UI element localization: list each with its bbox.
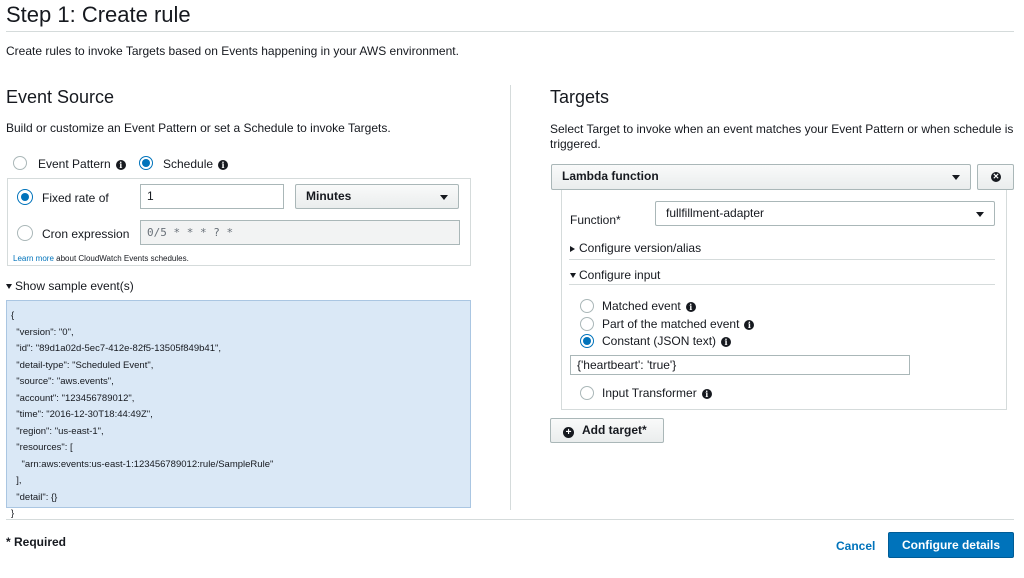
code-line: "id": "89d1a02d-5ec7-412e-82f5-13505f849b41", (11, 343, 221, 354)
event-source-description: Build or customize an Event Pattern or set a Schedule to invoke Targets. (6, 121, 391, 135)
caret-down-icon (6, 284, 12, 289)
function-select[interactable]: fullfillment-adapter (655, 201, 995, 226)
code-line: ], (11, 475, 22, 486)
info-icon[interactable]: i (116, 160, 126, 170)
cron-input[interactable]: 0/5 * * * ? * (140, 220, 460, 245)
configure-version-toggle[interactable]: Configure version/alias (570, 241, 701, 255)
input-transformer-radio[interactable] (580, 386, 594, 400)
title-divider (6, 31, 1014, 32)
learn-more-link[interactable]: Learn more (13, 254, 54, 263)
schedule-help-text: Learn more about CloudWatch Events schedules. (13, 254, 189, 263)
code-line: "detail-type": "Scheduled Event", (11, 359, 154, 371)
info-icon[interactable]: i (744, 320, 754, 330)
constant-json-radio[interactable] (580, 334, 594, 348)
event-source-title: Event Source (6, 87, 115, 107)
page-title: Step 1: Create rule (6, 2, 191, 27)
matched-event-label: Matched event i (602, 299, 696, 313)
function-label: Function* (570, 213, 621, 227)
chevron-down-icon (440, 195, 448, 200)
code-line: "resources": [ (11, 442, 73, 453)
panel-divider (569, 259, 995, 260)
code-line: "detail": {} (11, 491, 58, 503)
show-sample-toggle[interactable]: Show sample event(s) (6, 279, 134, 293)
plus-icon: + (563, 427, 574, 438)
constant-json-input[interactable]: {'heartbeart': 'true'} (570, 355, 910, 375)
cron-label: Cron expression (42, 227, 130, 241)
code-line: "version": "0", (11, 326, 74, 338)
code-line: "region": "us-east-1", (11, 425, 104, 437)
code-line: "time": "2016-12-30T18:44:49Z", (11, 409, 153, 420)
targets-description: Select Target to invoke when an event matches your Event Pattern or when schedule is triggered. (550, 122, 1014, 151)
panel-divider (569, 284, 995, 285)
chevron-down-icon (952, 175, 960, 180)
column-divider (510, 85, 511, 510)
required-note: * Required (6, 535, 67, 549)
cancel-button[interactable]: Cancel (836, 539, 876, 553)
event-pattern-radio[interactable] (13, 156, 27, 170)
code-line: "source": "aws.events", (11, 376, 114, 387)
schedule-radio[interactable] (139, 156, 153, 170)
add-target-button[interactable]: + Add target* (550, 418, 664, 443)
code-line: "arn:aws:events:us-east-1:123456789012:rule/SampleRule" (11, 458, 274, 470)
info-icon[interactable]: i (218, 160, 228, 170)
input-transformer-label: Input Transformer i (602, 386, 712, 400)
constant-json-label: Constant (JSON text) i (602, 334, 731, 348)
fixed-rate-label: Fixed rate of (42, 191, 109, 205)
cron-radio[interactable] (17, 225, 33, 241)
code-line: { (11, 310, 15, 321)
close-icon: ✕ (992, 172, 1000, 181)
part-matched-event-radio[interactable] (580, 317, 594, 331)
code-line: "account": "123456789012", (11, 392, 135, 404)
fixed-rate-input[interactable]: 1 (140, 184, 284, 209)
configure-input-toggle[interactable]: Configure input (570, 268, 660, 282)
sample-event-code (6, 300, 471, 519)
target-type-select[interactable]: Lambda function (551, 164, 971, 190)
part-matched-event-label: Part of the matched event i (602, 317, 754, 331)
chevron-down-icon (976, 212, 984, 217)
remove-target-button[interactable] (977, 164, 1014, 190)
info-icon[interactable]: i (686, 302, 696, 312)
info-icon[interactable]: i (702, 389, 712, 399)
footer-divider (6, 519, 1014, 520)
targets-title: Targets (550, 87, 610, 107)
caret-down-icon (570, 273, 576, 278)
caret-right-icon (570, 246, 575, 252)
rate-unit-select[interactable]: Minutes (295, 184, 459, 209)
matched-event-radio[interactable] (580, 299, 594, 313)
schedule-label: Schedule i (163, 157, 228, 171)
event-pattern-label: Event Pattern i (38, 157, 126, 171)
fixed-rate-radio[interactable] (17, 189, 33, 205)
configure-details-button[interactable]: Configure details (888, 532, 1014, 558)
info-icon[interactable]: i (721, 337, 731, 347)
code-line: } (11, 508, 15, 519)
page-description: Create rules to invoke Targets based on Events happening in your AWS environment. (6, 44, 459, 58)
